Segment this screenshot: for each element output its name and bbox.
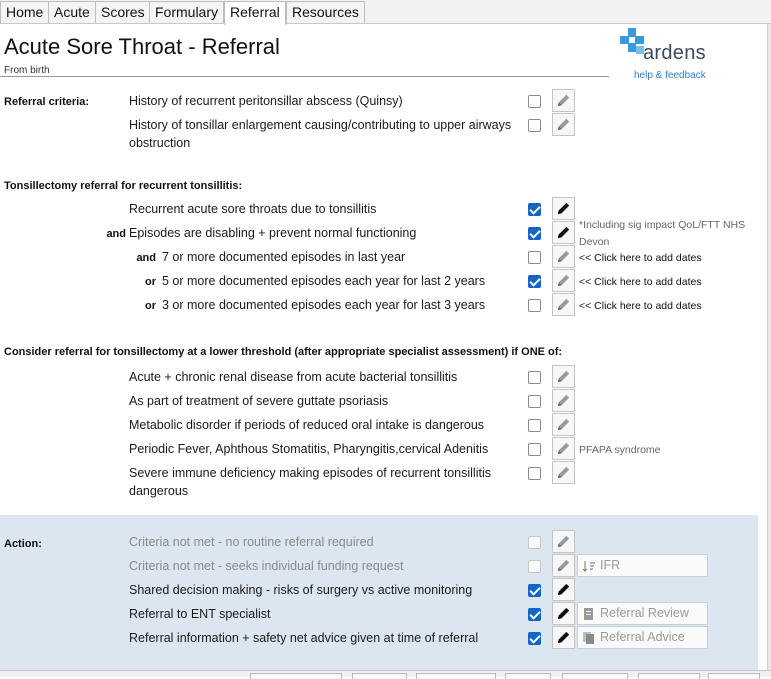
action-label-safety-net: Referral information + safety net advice given at time of referral (129, 631, 479, 645)
checkbox-lower-renal[interactable] (528, 371, 541, 384)
action-label-ent-referral: Referral to ENT specialist (129, 607, 271, 621)
edit-button-criteria-tonsillar-enlargement[interactable] (552, 113, 575, 136)
referral-advice-label: Referral Advice (600, 630, 685, 644)
criteria-label-quinsy: History of recurrent peritonsillar abscess (Quinsy) (129, 94, 403, 108)
connector-or: or (145, 276, 156, 288)
referral-advice-button[interactable] (577, 626, 708, 649)
pencil-icon (555, 392, 572, 409)
pencil-icon (555, 116, 572, 133)
add-dates-link[interactable]: << Click here to add dates (579, 276, 702, 288)
tab-home[interactable]: Home (0, 1, 49, 23)
checkbox-action-ent-referral[interactable] (528, 608, 541, 621)
pencil-icon (555, 272, 572, 289)
referral-advice-icon (582, 631, 596, 645)
edit-button-action-ent-referral[interactable] (552, 602, 575, 625)
checkbox-tonsillectomy-5-episodes[interactable] (528, 275, 541, 288)
pencil-icon (555, 605, 572, 622)
referral-review-icon (582, 607, 596, 621)
pencil-icon (555, 416, 572, 433)
pencil-icon (555, 581, 572, 598)
checkbox-action-safety-net[interactable] (528, 632, 541, 645)
pencil-icon (555, 533, 572, 550)
edit-button-lower-immune[interactable] (552, 461, 575, 484)
ardens-logo-text: ardens (643, 42, 706, 64)
section-heading-lower-threshold: Consider referral for tonsillectomy at a lower threshold (after appropriate specialist assessment) if ONE of: (4, 346, 563, 358)
edit-button-lower-pfapa[interactable] (552, 437, 575, 460)
referral-review-button[interactable] (577, 602, 708, 625)
checkbox-lower-immune[interactable] (528, 467, 541, 480)
section-heading-referral-criteria: Referral criteria: (4, 96, 89, 108)
pencil-icon (555, 200, 572, 217)
tonsillectomy-label-7-episodes: 7 or more documented episodes in last year (162, 250, 406, 264)
page-title: Acute Sore Throat - Referral (4, 34, 280, 59)
bottom-button[interactable] (250, 673, 342, 679)
note-pfapa: PFAPA syndrome (579, 444, 661, 456)
edit-button-action-shared-decision[interactable] (552, 578, 575, 601)
checkbox-criteria-tonsillar-enlargement[interactable] (528, 119, 541, 132)
checkbox-tonsillectomy-disabling[interactable] (528, 227, 541, 240)
help-feedback-link[interactable]: help & feedback (634, 70, 706, 81)
ifr-button-label: IFR (600, 558, 621, 572)
checkbox-lower-pfapa[interactable] (528, 443, 541, 456)
ifr-button[interactable] (577, 554, 708, 577)
pencil-icon (555, 440, 572, 457)
tonsillectomy-label-3-episodes: 3 or more documented episodes each year for last 3 years (162, 298, 486, 312)
lower-label-psoriasis: As part of treatment of severe guttate psoriasis (129, 394, 389, 408)
edit-button-lower-psoriasis[interactable] (552, 389, 575, 412)
vertical-scrollbar[interactable] (767, 24, 771, 670)
checkbox-tonsillectomy-3-episodes[interactable] (528, 299, 541, 312)
add-dates-link[interactable]: << Click here to add dates (579, 252, 702, 264)
checkbox-action-shared-decision[interactable] (528, 584, 541, 597)
edit-button-action-safety-net[interactable] (552, 626, 575, 649)
pencil-icon (555, 557, 572, 574)
action-label-funding-request: Criteria not met - seeks individual funding request (129, 559, 404, 573)
tonsillectomy-label-5-episodes: 5 or more documented episodes each year for last 2 years (162, 274, 486, 288)
tab-scores[interactable]: Scores (95, 1, 151, 23)
lower-label-renal: Acute + chronic renal disease from acute bacterial tonsillitis (129, 370, 458, 384)
edit-button-criteria-quinsy[interactable] (552, 89, 575, 112)
edit-button-tonsillectomy-3-episodes[interactable] (552, 293, 575, 316)
sort-icon (582, 559, 596, 573)
pencil-icon (555, 224, 572, 241)
edit-button-action-funding-request[interactable] (552, 554, 575, 577)
pencil-icon (555, 296, 572, 313)
section-heading-tonsillectomy: Tonsillectomy referral for recurrent tonsillitis: (4, 180, 243, 192)
bottom-button[interactable] (352, 673, 407, 679)
edit-button-action-no-routine-referral[interactable] (552, 530, 575, 553)
criteria-label-tonsillar-enlargement: History of tonsillar enlargement causing/contributing to upper airways obstruction (129, 118, 512, 150)
edit-button-tonsillectomy-disabling[interactable] (552, 221, 575, 244)
checkbox-action-funding-request[interactable] (528, 560, 541, 573)
lower-label-pfapa: Periodic Fever, Aphthous Stomatitis, Pharyngitis,cervical Adenitis (129, 442, 489, 456)
tab-acute[interactable]: Acute (48, 1, 96, 23)
checkbox-action-no-routine-referral[interactable] (528, 536, 541, 549)
tonsillectomy-label-recurrent: Recurrent acute sore throats due to tonsillitis (129, 202, 377, 216)
tab-bar (0, 0, 771, 24)
connector-or: or (145, 300, 156, 312)
checkbox-tonsillectomy-7-episodes[interactable] (528, 251, 541, 264)
edit-button-lower-metabolic[interactable] (552, 413, 575, 436)
add-dates-link[interactable]: << Click here to add dates (579, 300, 702, 312)
tab-referral[interactable]: Referral (224, 1, 286, 25)
connector-and: and (106, 228, 126, 240)
pencil-icon (555, 92, 572, 109)
action-label-shared-decision: Shared decision making - risks of surgery vs active monitoring (129, 583, 473, 597)
checkbox-criteria-quinsy[interactable] (528, 95, 541, 108)
tab-formulary[interactable]: Formulary (149, 1, 224, 23)
tab-resources[interactable]: Resources (286, 1, 365, 23)
pencil-icon (555, 248, 572, 265)
checkbox-lower-metabolic[interactable] (528, 419, 541, 432)
lower-label-immune: Severe immune deficiency making episodes of recurrent tonsillitis dangerous (129, 466, 491, 498)
tonsillectomy-label-disabling: Episodes are disabling + prevent normal functioning (129, 226, 417, 240)
section-heading-action: Action: (4, 538, 42, 550)
edit-button-lower-renal[interactable] (552, 365, 575, 388)
pencil-icon (555, 368, 572, 385)
edit-button-tonsillectomy-7-episodes[interactable] (552, 245, 575, 268)
pencil-icon (555, 629, 572, 646)
header-divider (0, 76, 609, 77)
lower-label-metabolic: Metabolic disorder if periods of reduced oral intake is dangerous (129, 418, 485, 432)
action-label-no-routine-referral: Criteria not met - no routine referral required (129, 535, 374, 549)
bottom-button[interactable] (505, 673, 551, 679)
bottom-button[interactable] (416, 673, 496, 679)
bottom-button[interactable] (562, 673, 628, 679)
pencil-icon (555, 464, 572, 481)
note-qol-ftt: *Including sig impact QoL/FTT NHS Devon (579, 219, 746, 248)
referral-review-label: Referral Review (600, 606, 689, 620)
bottom-button[interactable] (638, 673, 700, 679)
edit-button-tonsillectomy-recurrent[interactable] (552, 197, 575, 220)
connector-and: and (136, 252, 156, 264)
edit-button-tonsillectomy-5-episodes[interactable] (552, 269, 575, 292)
checkbox-lower-psoriasis[interactable] (528, 395, 541, 408)
bottom-button[interactable] (708, 673, 760, 679)
checkbox-tonsillectomy-recurrent[interactable] (528, 203, 541, 216)
page-subtitle: From birth (4, 65, 50, 76)
